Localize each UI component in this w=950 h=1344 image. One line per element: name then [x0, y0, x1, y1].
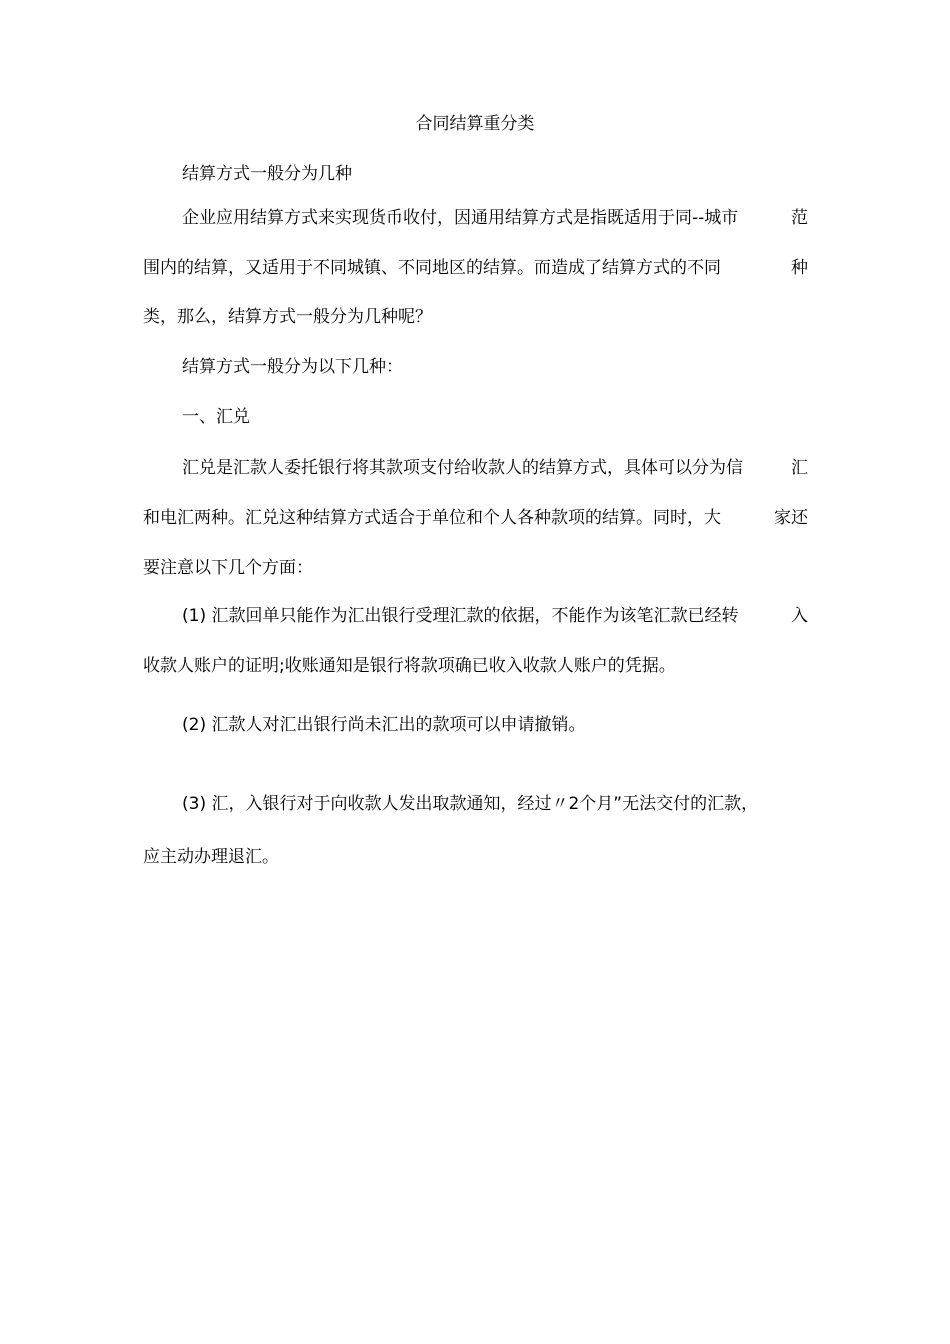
- text-run: 家还: [774, 508, 808, 528]
- paragraph-line: 应主动办理退汇。: [143, 847, 279, 867]
- paragraph-line: 类，那么，结算方式一般分为几种呢？: [143, 307, 432, 327]
- paragraph-line: 收款人账户的证明;收账通知是银行将款项确已收入收款人账户的凭据。: [143, 656, 676, 676]
- list-item: (3) 汇，入银行对于向收款人发出取款通知，经过〃2个月”无法交付的汇款，: [182, 794, 759, 814]
- text-run: 种: [791, 258, 808, 278]
- text-run: 汇: [791, 458, 808, 478]
- paragraph-line: 要注意以下几个方面：: [143, 558, 313, 578]
- paragraph-line: [182, 206, 808, 230]
- paragraph-line: [182, 456, 808, 480]
- text-run: (1) 汇款回单只能作为汇出银行受理汇款的依据，不能作为该笔汇款已经转: [182, 606, 739, 626]
- list-item: (2) 汇款人对汇出银行尚未汇出的款项可以申请撤销。: [182, 715, 586, 735]
- text-run: 入: [791, 606, 808, 626]
- paragraph-line: [143, 506, 808, 530]
- text-run: 和电汇两种。汇兑这种结算方式适合于单位和个人各种款项的结算。同时，大: [143, 508, 721, 528]
- paragraph-line: [143, 256, 808, 280]
- section-heading: 一、汇兑: [182, 407, 250, 427]
- text-run: 汇兑是汇款人委托银行将其款项支付给收款人的结算方式，具体可以分为信: [182, 458, 743, 478]
- paragraph-line: 结算方式一般分为以下几种：: [182, 357, 403, 377]
- text-run: 围内的结算，又适用于不同城镇、不同地区的结算。而造成了结算方式的不同: [143, 258, 721, 278]
- paragraph-heading: 结算方式一般分为几种: [182, 164, 352, 184]
- text-run: 范: [791, 208, 808, 228]
- text-run: 企业应用结算方式来实现货币收付，因通用结算方式是指既适用于同--城市: [182, 208, 739, 228]
- document-title: 合同结算重分类: [415, 114, 535, 134]
- list-item: [182, 604, 808, 628]
